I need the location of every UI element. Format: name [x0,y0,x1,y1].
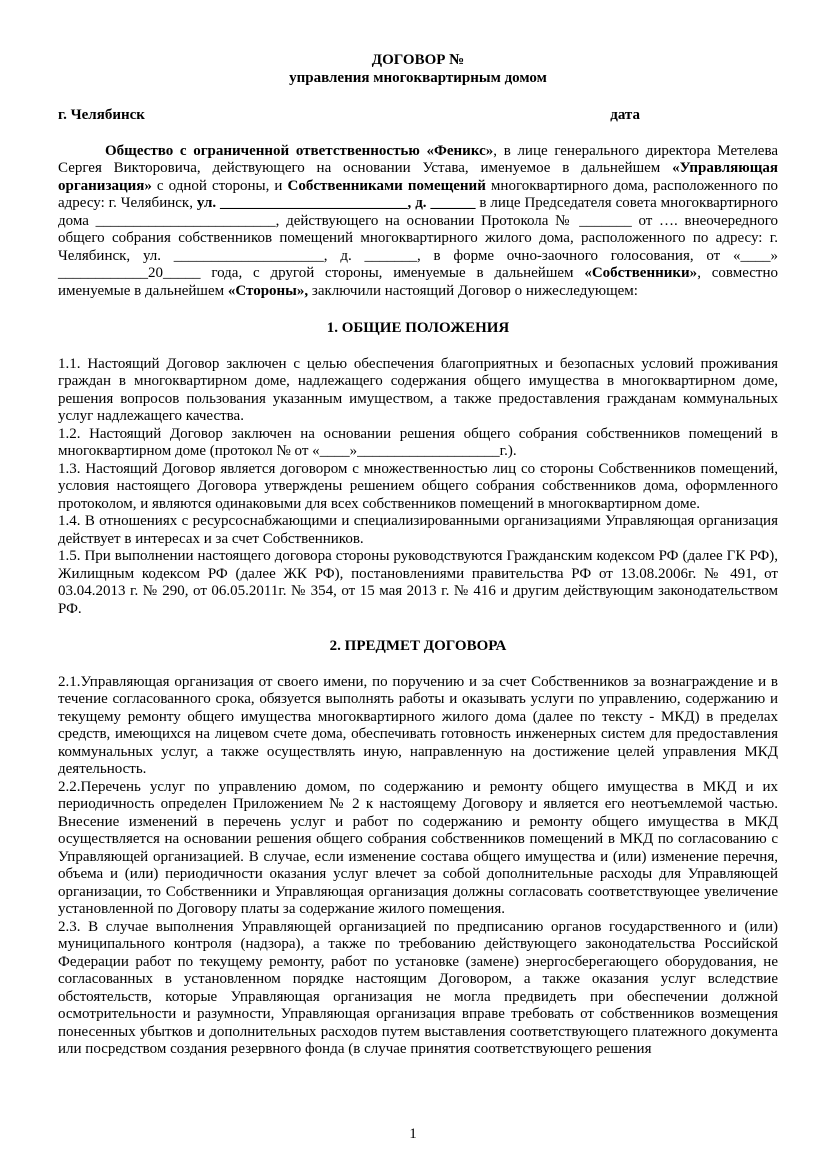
mgmt-org-term: «Управляющая организация» [58,160,778,194]
contract-title: ДОГОВОР № [371,52,465,68]
date-label: дата [610,107,640,123]
clause-2-2: 2.2.Перечень услуг по управлению домом, по содержанию и ремонту общего имущества в МКД и их периодичность определен Приложением № 2 к настоящему Договору и является его неотъемлемой частью. Внесение изменений в перечень услуг и работ по содержанию и ремонту общего имущества в МКД осуществляется на основании решения общего собрания собственников помещений в МКД по согласованию с Управляющей организацией. В случае, если изменение состава общего имущества и (или) изменение перечня, объема и (или) периодичности оказания услуг влечет за собой дополнительные расходы для Управляющей организации, то Собственники и Управляющая организация должны согласовать соответствующее увеличение установленной по Договору платы за содержание жилого помещения. [58,778,778,917]
section-2-heading: 2. ПРЕДМЕТ ДОГОВОРА [329,638,507,654]
clause-1-1: 1.1. Настоящий Договор заключен с целью обеспечения благоприятных и безопасных условий проживания граждан в многоквартирном доме, надлежащего содержания общего имущества в многоквартирном доме, решения вопросов пользования указанным имуществом, а также предоставления гражданам коммунальных услуг надлежащего качества. [58,355,778,424]
clause-1-3: 1.3. Настоящий Договор является договором с множественностью лиц со стороны Собственников помещений, условия настоящего Договора утверждены решением общего собрания собственников дома, оформленного протоколом, и являются одинаковыми для всех собственников помещений в многоквартирном доме. [58,460,778,512]
owners-short-term: «Собственники» [584,265,698,281]
contract-subtitle: управления многоквартирным домом [289,69,547,86]
owners-term: Собственниками помещений [287,177,486,194]
document-body [58,52,778,1059]
section-1-heading: 1. ОБЩИЕ ПОЛОЖЕНИЯ [326,320,510,336]
clause-2-1: 2.1.Управляющая организация от своего имени, по поручению и за счет Собственников за вознаграждение и в течение согласованного срока, обязуется выполнять работы и оказывать услуги по управлению, содержанию и текущему ремонту общего имущества многоквартирного жилого дома (далее по тексту - МКД) в пределах средств, имеющихся на лицевом счете дома, обеспечивать готовность инженерных систем для предоставления коммунальных услуг, а также осуществлять иную, направленную на достижение целей управления МКД деятельность. [58,673,778,777]
city-date-row [58,107,778,125]
clause-2-3: 2.3. В случае выполнения Управляющей организацией по предписанию органов государственного и (или) муниципального контроля (надзора), а также по требованию действующего законодательства Российской Федерации работ по текущему ремонту, работ по установке (замене) энергосберегающего оборудования, не согласованных в установленном порядке настоящим Договором, а также оказания услуг вследствие обстоятельств, которые Управляющая организация не могла предвидеть при обеспечении должной осмотрительности и разумности, Управляющая организация вправе требовать от собственников возмещения понесенных убытков и дополнительных расходов путем выставления соответствующего платежного документа или посредством создания резервного фонда (в случае принятия соответствующего решения [58,918,778,1057]
parties-term: «Стороны», [227,282,309,299]
page-number: 1 [409,1126,417,1142]
clause-1-5: 1.5. При выполнении настоящего договора стороны руководствуются Гражданским кодексом РФ (далее ГК РФ), Жилищным кодексом РФ (далее ЖК РФ), постановлениями правительства РФ от 13.08.2006г. № 491, от 03.04.2013 г. № 290, от 06.05.2011г. № 354, от 15 мая 2013 г. № 416 и другим действующим законодательством РФ. [58,548,778,617]
clause-1-2: 1.2. Настоящий Договор заключен на основании решения общего собрания собственников помещений в многоквартирном доме (протокол № от «____»___________________г.). [58,425,778,459]
street-field: ул. _________________________, д. ______ [196,195,476,211]
intro-paragraph: Общество с ограниченной ответственностью «Феникс», в лице генерального директора Метелева Сергея Викторовича, действующего на основании Устава, именуемое в дальнейшем «Управляющая организация» с одной стороны, и Собственниками помещений многоквартирного дома, расположенного по адресу: г. Челябинск, ул. _________________________, д. ______ в лице Председателя совета многоквартирного дома ________________________, действующего на основании Протокола № _______ от …. внеочередного общего собрания собственников помещений многоквартирного жилого дома, расположенного по адресу: г. Челябинск, ул. ____________________, д. _______, в форме очно-заочного голосования, от «____» ____________20_____ года, с другой стороны, именуемые в дальнейшем «Собственники», совместно именуемые в дальнейшем «Стороны», заключили настоящий Договор о нижеследующем: [58,142,779,299]
clause-1-4: 1.4. В отношениях с ресурсоснабжающими и специализированными организациями Управляющая организация действует в интересах и за счет Собственников. [58,513,778,547]
city: г. Челябинск [58,107,145,123]
company-name: Общество с ограниченной ответственностью «Феникс» [105,142,494,159]
